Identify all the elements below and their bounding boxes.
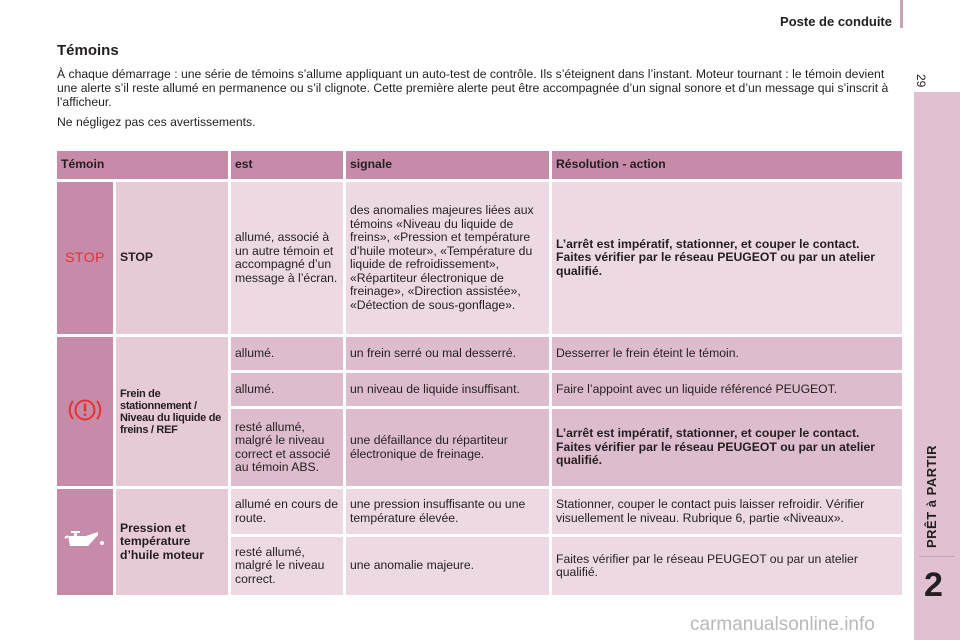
brake-warning-icon xyxy=(67,395,103,425)
section-title: Témoins xyxy=(57,42,119,59)
brake-est-2: allumé. xyxy=(231,373,346,406)
brake-est-3: resté allumé, malgré le niveau correct et associé au témoin ABS. xyxy=(231,409,346,486)
brake-action-2: Faire l’appoint avec un liquide référencé PEUGEOT. xyxy=(552,373,902,406)
brake-icon-cell xyxy=(57,337,116,486)
page-number: 29 xyxy=(914,74,928,88)
warning-lights-table xyxy=(57,148,902,598)
stop-action: L’arrêt est impératif, stationner, et couper le contact. Faites vérifier par le réseau PEUGEOT ou par un atelier qualifié. xyxy=(552,182,902,334)
header-rule xyxy=(900,0,903,28)
oil-action-1: Stationner, couper le contact puis laisser refroidir. Vérifier visuellement le niveau. Rubrique 6, partie «Niveaux». xyxy=(552,489,902,534)
brake-signale-1: un frein serré ou mal desserré. xyxy=(346,337,552,370)
chapter-sidebar xyxy=(914,92,960,640)
oil-action-2: Faites vérifier par le réseau PEUGEOT ou par un atelier qualifié. xyxy=(552,537,902,595)
stop-signale: des anomalies majeures liées aux témoins «Niveau du liquide de freins», «Pression et température d’huile moteur», «Température du liquide de refroidissement», «Répartiteur électronique de freinage», «Direction assistée», «Détection de sous-gonflage». xyxy=(346,182,552,334)
intro-paragraph: Ne négligez pas ces avertissements. xyxy=(57,115,256,129)
oil-est-2: resté allumé, malgré le niveau correct. xyxy=(231,537,346,595)
oil-signale-2: une anomalie majeure. xyxy=(346,537,552,595)
stop-icon: STOP xyxy=(65,248,105,265)
chapter-number: 2 xyxy=(924,566,943,604)
intro-text xyxy=(57,67,897,135)
brake-name: Frein de stationnement / Niveau du liquide de freins / REF xyxy=(116,337,231,486)
header-signale: signale xyxy=(346,151,552,179)
brake-est-1: allumé. xyxy=(231,337,346,370)
table-header-row xyxy=(57,151,902,179)
stop-est: allumé, associé à un autre témoin et accompagné d’un message à l’écran. xyxy=(231,182,346,334)
brake-signale-3: une défaillance du répartiteur électronique de freinage. xyxy=(346,409,552,486)
watermark: carmanualsonline.info xyxy=(690,614,875,635)
header-temoin: Témoin xyxy=(57,151,231,179)
oil-icon-cell xyxy=(57,489,116,595)
table-row-brake-1 xyxy=(57,337,902,370)
chapter-title: PRÊT à PARTIR xyxy=(924,444,939,548)
chapter-divider xyxy=(919,556,955,557)
intro-paragraph: À chaque démarrage : une série de témoins s’allume appliquant un auto-test de contrôle. Ils s’éteignent dans l’instant. Moteur tournant : le témoin devient une alerte s’il reste allumé en permanence ou s’il clignote. Cette première alerte peut être accompagnée d’un signal sonore et d’un message qui s’inscrit à l’afficheur. xyxy=(57,67,889,109)
oil-signale-1: une pression insuffisante ou une température élevée. xyxy=(346,489,552,534)
oil-can-icon xyxy=(64,528,106,552)
stop-icon-cell xyxy=(57,182,116,334)
brake-action-3: L’arrêt est impératif, stationner, et couper le contact. Faites vérifier par le réseau PEUGEOT ou par un atelier qualifié. xyxy=(552,409,902,486)
brake-signale-2: un niveau de liquide insuffisant. xyxy=(346,373,552,406)
header-action: Résolution - action xyxy=(552,151,902,179)
brake-action-1: Desserrer le frein éteint le témoin. xyxy=(552,337,902,370)
oil-name: Pression et température d’huile moteur xyxy=(116,489,231,595)
header-est: est xyxy=(231,151,346,179)
oil-est-1: allumé en cours de route. xyxy=(231,489,346,534)
stop-name: STOP xyxy=(116,182,231,334)
table-row-stop xyxy=(57,182,902,334)
table-row-oil-1 xyxy=(57,489,902,534)
header-title: Poste de conduite xyxy=(780,14,892,29)
